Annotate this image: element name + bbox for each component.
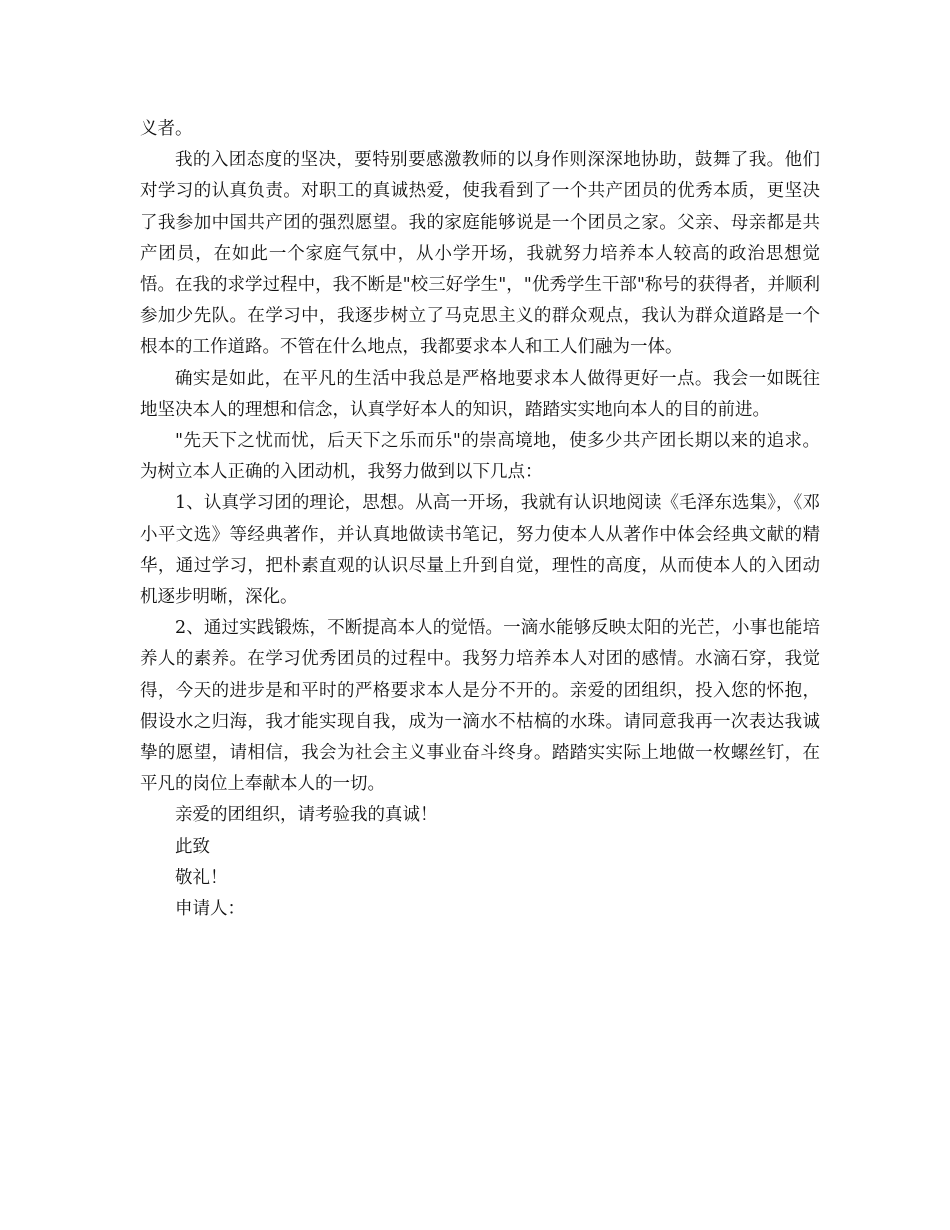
paragraph-quote: "先天下之忧而忧，后天下之乐而乐"的崇高境地，使多少共产团长期以来的追求。为树立本人正确的入团动机，我努力做到以下几点： bbox=[140, 431, 820, 483]
closing-regards: 敬礼！ bbox=[175, 867, 228, 888]
paragraph-point-one: 1、认真学习团的理论，思想。从高一开场，我就有认识地阅读《毛泽东选集》，《邓小平文选》等经典著作，并认真地做读书笔记，努力使本人从著作中体会经典文献的精华，通过学习，把朴素直观的认识尽量上升到自觉，理性的高度，从而使本人的入团动机逐步明晰，深化。 bbox=[140, 493, 820, 608]
document-body bbox=[140, 114, 820, 925]
closing-appeal: 亲爱的团组织，请考验我的真诚！ bbox=[175, 805, 438, 826]
paragraph-point-two: 2、通过实践锻炼，不断提高本人的觉悟。一滴水能够反映太阳的光芒，小事也能培养人的素养。在学习优秀团员的过程中。我努力培养本人对团的感情。水滴石穿，我觉得，今天的进步是和平时的严格要求本人是分不开的。亲爱的团组织，投入您的怀抱，假设水之归海，我才能实现自我，成为一滴水不枯槁的水珠。请同意我再一次表达我诚挚的愿望，请相信，我会为社会主义事业奋斗终身。踏踏实实际上地做一枚螺丝钉，在平凡的岗位上奉献本人的一切。 bbox=[140, 618, 820, 795]
closing-salutation: 此致 bbox=[175, 836, 210, 857]
paragraph-motivation: 我的入团态度的坚决，要特别要感激教师的以身作则深深地协助，鼓舞了我。他们对学习的认真负责。对职工的真诚热爱，使我看到了一个共产团员的优秀本质，更坚决了我参加中国共产团的强烈愿望。我的家庭能够说是一个团员之家。父亲、母亲都是共产团员，在如此一个家庭气氛中，从小学开场，我就努力培养本人较高的政治思想觉悟。在我的求学过程中，我不断是"校三好学生"，"优秀学生干部"称号的获得者，并顺利参加少先队。在学习中，我逐步树立了马克思主义的群众观点，我认为群众道路是一个根本的工作道路。不管在什么地点，我都要求本人和工人们融为一体。 bbox=[140, 150, 820, 358]
applicant-signature-label: 申请人： bbox=[175, 899, 245, 920]
paragraph-strict-requirements: 确实是如此，在平凡的生活中我总是严格地要求本人做得更好一点。我会一如既往地坚决本人的理想和信念，认真学好本人的知识，踏踏实实地向本人的目的前进。 bbox=[140, 368, 820, 420]
paragraph-continuation: 义者。 bbox=[140, 119, 193, 139]
